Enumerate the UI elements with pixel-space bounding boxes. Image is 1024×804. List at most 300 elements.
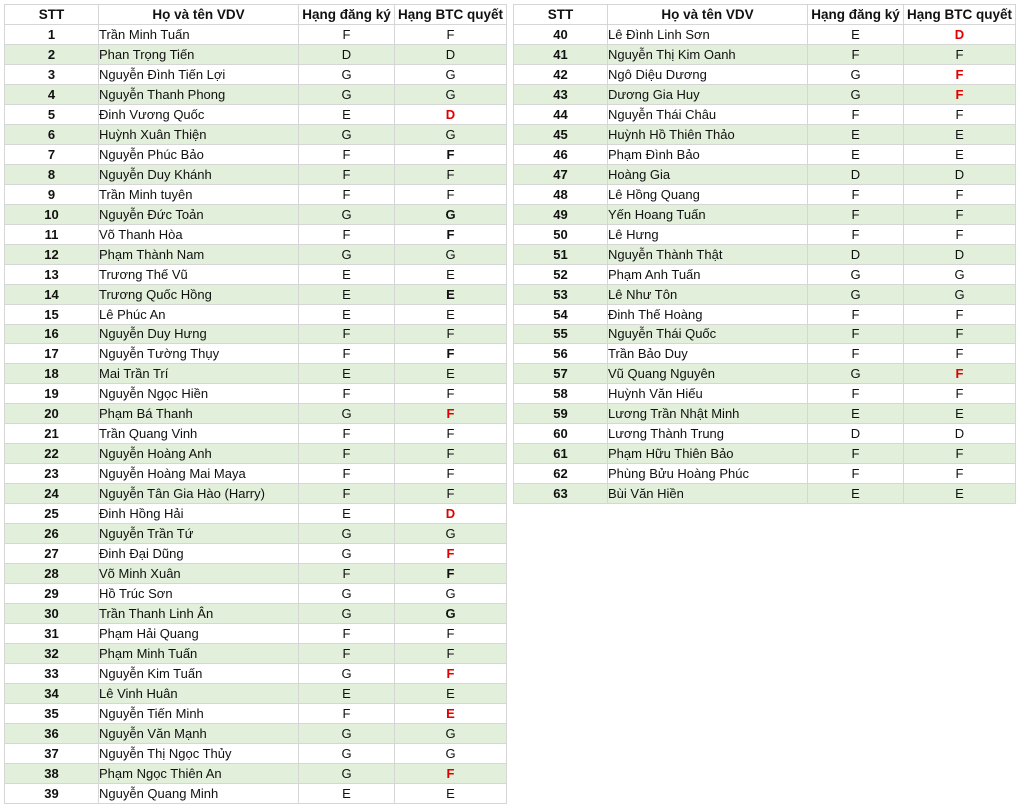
btc-rank-cell: E	[395, 264, 507, 284]
table-row	[5, 484, 507, 504]
registered-rank-cell: F	[299, 644, 395, 664]
registered-rank-cell: F	[299, 184, 395, 204]
registered-rank-cell: G	[299, 64, 395, 84]
athlete-name-cell: Trương Thế Vũ	[99, 264, 299, 284]
header-name: Họ và tên VDV	[99, 5, 299, 25]
athlete-name-cell: Nguyễn Thanh Phong	[99, 84, 299, 104]
athlete-name-cell: Nguyễn Hoàng Mai Maya	[99, 464, 299, 484]
btc-rank-cell: D	[904, 244, 1016, 264]
table-row	[5, 204, 507, 224]
btc-rank-cell: E	[904, 404, 1016, 424]
btc-rank-cell: F	[904, 344, 1016, 364]
registered-rank-cell: G	[299, 723, 395, 743]
table-row	[5, 524, 507, 544]
stt-cell: 63	[514, 484, 608, 504]
athlete-name-cell: Nguyễn Thái Châu	[608, 104, 808, 124]
table-row	[5, 284, 507, 304]
stt-cell: 21	[5, 424, 99, 444]
stt-cell: 59	[514, 404, 608, 424]
athlete-name-cell: Lê Như Tôn	[608, 284, 808, 304]
athlete-name-cell: Lương Thành Trung	[608, 424, 808, 444]
registered-rank-cell: G	[299, 404, 395, 424]
stt-cell: 40	[514, 24, 608, 44]
athlete-name-cell: Võ Thanh Hòa	[99, 224, 299, 244]
registered-rank-cell: G	[299, 604, 395, 624]
athlete-name-cell: Nguyễn Thành Thật	[608, 244, 808, 264]
registered-rank-cell: E	[808, 24, 904, 44]
table-body-left	[5, 24, 507, 803]
table-row	[5, 763, 507, 783]
table-row	[5, 44, 507, 64]
stt-cell: 16	[5, 324, 99, 344]
athlete-name-cell: Võ Minh Xuân	[99, 564, 299, 584]
btc-rank-cell: F	[904, 184, 1016, 204]
registered-rank-cell: F	[808, 324, 904, 344]
table-row	[5, 164, 507, 184]
stt-cell: 53	[514, 284, 608, 304]
btc-rank-cell: F	[904, 84, 1016, 104]
btc-rank-cell: E	[395, 304, 507, 324]
registered-rank-cell: G	[299, 244, 395, 264]
athlete-name-cell: Lê Phúc An	[99, 304, 299, 324]
stt-cell: 36	[5, 723, 99, 743]
athlete-name-cell: Nguyễn Ngọc Hiền	[99, 384, 299, 404]
stt-cell: 11	[5, 224, 99, 244]
athlete-name-cell: Trần Minh Tuấn	[99, 24, 299, 44]
table-row	[514, 44, 1016, 64]
athlete-name-cell: Yến Hoang Tuấn	[608, 204, 808, 224]
btc-rank-cell: F	[395, 224, 507, 244]
btc-rank-cell: G	[904, 264, 1016, 284]
athlete-name-cell: Huỳnh Hồ Thiên Thảo	[608, 124, 808, 144]
registered-rank-cell: F	[299, 424, 395, 444]
table-row	[5, 464, 507, 484]
registered-rank-cell: G	[299, 124, 395, 144]
athlete-name-cell: Nguyễn Tân Gia Hào (Harry)	[99, 484, 299, 504]
table-row	[514, 204, 1016, 224]
registered-rank-cell: F	[299, 484, 395, 504]
registered-rank-cell: G	[299, 743, 395, 763]
header-stt: STT	[514, 5, 608, 25]
btc-rank-cell: D	[395, 504, 507, 524]
stt-cell: 34	[5, 683, 99, 703]
btc-rank-cell: F	[904, 444, 1016, 464]
stt-cell: 13	[5, 264, 99, 284]
stt-cell: 56	[514, 344, 608, 364]
stt-cell: 30	[5, 604, 99, 624]
table-row	[514, 184, 1016, 204]
header-btc-rank: Hạng BTC quyết	[395, 5, 507, 25]
btc-rank-cell: F	[395, 424, 507, 444]
athlete-name-cell: Huỳnh Xuân Thiện	[99, 124, 299, 144]
athlete-name-cell: Phan Trọng Tiến	[99, 44, 299, 64]
stt-cell: 32	[5, 644, 99, 664]
header-row	[514, 5, 1016, 25]
stt-cell: 58	[514, 384, 608, 404]
athlete-name-cell: Đinh Hồng Hải	[99, 504, 299, 524]
btc-rank-cell: F	[395, 144, 507, 164]
stt-cell: 25	[5, 504, 99, 524]
registered-rank-cell: F	[299, 703, 395, 723]
athlete-name-cell: Hồ Trúc Sơn	[99, 584, 299, 604]
stt-cell: 12	[5, 244, 99, 264]
athlete-name-cell: Nguyễn Hoàng Anh	[99, 444, 299, 464]
table-row	[514, 144, 1016, 164]
stt-cell: 29	[5, 584, 99, 604]
table-row	[5, 424, 507, 444]
header-btc-rank: Hạng BTC quyết	[904, 5, 1016, 25]
table-row	[5, 264, 507, 284]
stt-cell: 38	[5, 763, 99, 783]
registered-rank-cell: F	[299, 324, 395, 344]
athlete-name-cell: Ngô Diệu Dương	[608, 64, 808, 84]
table-row	[5, 304, 507, 324]
athlete-name-cell: Nguyễn Trần Tứ	[99, 524, 299, 544]
registered-rank-cell: E	[299, 364, 395, 384]
registered-rank-cell: G	[299, 663, 395, 683]
athlete-name-cell: Phùng Bửu Hoàng Phúc	[608, 464, 808, 484]
registered-rank-cell: F	[808, 464, 904, 484]
athlete-name-cell: Vũ Quang Nguyên	[608, 364, 808, 384]
btc-rank-cell: F	[904, 324, 1016, 344]
btc-rank-cell: F	[904, 384, 1016, 404]
registered-rank-cell: G	[808, 364, 904, 384]
btc-rank-cell: D	[904, 164, 1016, 184]
btc-rank-cell: E	[904, 124, 1016, 144]
btc-rank-cell: G	[395, 604, 507, 624]
registered-rank-cell: F	[808, 304, 904, 324]
table-row	[514, 124, 1016, 144]
registered-rank-cell: G	[299, 84, 395, 104]
table-row	[5, 344, 507, 364]
btc-rank-cell: F	[904, 224, 1016, 244]
table-row	[5, 683, 507, 703]
table-row	[5, 124, 507, 144]
btc-rank-cell: G	[395, 124, 507, 144]
stt-cell: 33	[5, 663, 99, 683]
registered-rank-cell: F	[808, 444, 904, 464]
btc-rank-cell: E	[395, 683, 507, 703]
stt-cell: 44	[514, 104, 608, 124]
table-row	[5, 703, 507, 723]
stt-cell: 47	[514, 164, 608, 184]
registered-rank-cell: F	[299, 384, 395, 404]
stt-cell: 23	[5, 464, 99, 484]
table-row	[514, 304, 1016, 324]
registered-rank-cell: F	[808, 104, 904, 124]
registered-rank-cell: E	[299, 304, 395, 324]
stt-cell: 6	[5, 124, 99, 144]
table-row	[514, 224, 1016, 244]
registered-rank-cell: E	[299, 683, 395, 703]
header-registered-rank: Hạng đăng ký	[808, 5, 904, 25]
stt-cell: 27	[5, 544, 99, 564]
header-name: Họ và tên VDV	[608, 5, 808, 25]
btc-rank-cell: F	[395, 564, 507, 584]
btc-rank-cell: D	[904, 424, 1016, 444]
athlete-name-cell: Lê Đình Linh Sơn	[608, 24, 808, 44]
stt-cell: 18	[5, 364, 99, 384]
btc-rank-cell: G	[395, 584, 507, 604]
registered-rank-cell: D	[299, 44, 395, 64]
athlete-name-cell: Phạm Ngọc Thiên An	[99, 763, 299, 783]
stt-cell: 22	[5, 444, 99, 464]
btc-rank-cell: G	[395, 204, 507, 224]
athlete-name-cell: Nguyễn Văn Mạnh	[99, 723, 299, 743]
table-row	[5, 64, 507, 84]
btc-rank-cell: G	[395, 84, 507, 104]
registered-rank-cell: G	[808, 264, 904, 284]
btc-rank-cell: F	[904, 64, 1016, 84]
athlete-name-cell: Trần Quang Vinh	[99, 424, 299, 444]
table-row	[514, 104, 1016, 124]
btc-rank-cell: F	[904, 44, 1016, 64]
table-row	[5, 644, 507, 664]
stt-cell: 9	[5, 184, 99, 204]
athlete-table-right	[513, 4, 1016, 504]
table-row	[5, 663, 507, 683]
stt-cell: 4	[5, 84, 99, 104]
table-row	[514, 164, 1016, 184]
btc-rank-cell: E	[904, 144, 1016, 164]
athlete-name-cell: Hoàng Gia	[608, 164, 808, 184]
btc-rank-cell: F	[395, 344, 507, 364]
header-registered-rank: Hạng đăng ký	[299, 5, 395, 25]
registered-rank-cell: D	[808, 164, 904, 184]
athlete-name-cell: Huỳnh Văn Hiếu	[608, 384, 808, 404]
btc-rank-cell: G	[395, 743, 507, 763]
btc-rank-cell: E	[395, 284, 507, 304]
stt-cell: 20	[5, 404, 99, 424]
table-row	[514, 24, 1016, 44]
table-row	[5, 24, 507, 44]
registered-rank-cell: F	[299, 624, 395, 644]
table-row	[514, 364, 1016, 384]
btc-rank-cell: F	[395, 624, 507, 644]
stt-cell: 46	[514, 144, 608, 164]
registered-rank-cell: D	[808, 244, 904, 264]
table-row	[5, 184, 507, 204]
registered-rank-cell: G	[299, 584, 395, 604]
btc-rank-cell: F	[395, 444, 507, 464]
btc-rank-cell: F	[395, 164, 507, 184]
athlete-name-cell: Dương Gia Huy	[608, 84, 808, 104]
stt-cell: 49	[514, 204, 608, 224]
btc-rank-cell: F	[395, 464, 507, 484]
table-row	[514, 324, 1016, 344]
athlete-name-cell: Phạm Thành Nam	[99, 244, 299, 264]
athlete-name-cell: Nguyễn Phúc Bảo	[99, 144, 299, 164]
table-row	[514, 244, 1016, 264]
registered-rank-cell: E	[299, 783, 395, 803]
table-row	[514, 384, 1016, 404]
btc-rank-cell: F	[904, 304, 1016, 324]
table-row	[514, 444, 1016, 464]
stt-cell: 39	[5, 783, 99, 803]
stt-cell: 31	[5, 624, 99, 644]
stt-cell: 54	[514, 304, 608, 324]
stt-cell: 2	[5, 44, 99, 64]
registered-rank-cell: E	[299, 104, 395, 124]
registered-rank-cell: E	[299, 264, 395, 284]
table-row	[5, 444, 507, 464]
stt-cell: 17	[5, 344, 99, 364]
athlete-table-left	[4, 4, 507, 804]
registered-rank-cell: F	[299, 144, 395, 164]
btc-rank-cell: F	[904, 464, 1016, 484]
stt-cell: 51	[514, 244, 608, 264]
btc-rank-cell: D	[395, 44, 507, 64]
btc-rank-cell: G	[904, 284, 1016, 304]
table-row	[514, 404, 1016, 424]
registered-rank-cell: G	[299, 763, 395, 783]
stt-cell: 10	[5, 204, 99, 224]
athlete-name-cell: Nguyễn Thị Kim Oanh	[608, 44, 808, 64]
registered-rank-cell: F	[808, 224, 904, 244]
athlete-name-cell: Phạm Hải Quang	[99, 624, 299, 644]
table-body-right	[514, 24, 1016, 503]
stt-cell: 19	[5, 384, 99, 404]
btc-rank-cell: F	[904, 104, 1016, 124]
stt-cell: 55	[514, 324, 608, 344]
btc-rank-cell: F	[395, 184, 507, 204]
athlete-name-cell: Lê Vinh Huân	[99, 683, 299, 703]
registered-rank-cell: F	[299, 564, 395, 584]
registered-rank-cell: F	[808, 184, 904, 204]
athlete-name-cell: Nguyễn Duy Hưng	[99, 324, 299, 344]
btc-rank-cell: F	[395, 484, 507, 504]
table-row	[5, 544, 507, 564]
stt-cell: 7	[5, 144, 99, 164]
registered-rank-cell: E	[808, 124, 904, 144]
athlete-name-cell: Trương Quốc Hồng	[99, 284, 299, 304]
table-row	[514, 84, 1016, 104]
table-row	[5, 504, 507, 524]
registered-rank-cell: F	[299, 464, 395, 484]
table-row	[5, 364, 507, 384]
table-row	[5, 564, 507, 584]
btc-rank-cell: F	[395, 544, 507, 564]
table-row	[5, 144, 507, 164]
athlete-name-cell: Nguyễn Đức Toản	[99, 204, 299, 224]
table-row	[5, 324, 507, 344]
registered-rank-cell: F	[299, 224, 395, 244]
athlete-name-cell: Nguyễn Tường Thụy	[99, 344, 299, 364]
stt-cell: 3	[5, 64, 99, 84]
registered-rank-cell: G	[808, 284, 904, 304]
stt-cell: 50	[514, 224, 608, 244]
stt-cell: 41	[514, 44, 608, 64]
athlete-name-cell: Phạm Đình Bảo	[608, 144, 808, 164]
btc-rank-cell: G	[395, 524, 507, 544]
btc-rank-cell: F	[395, 24, 507, 44]
registered-rank-cell: G	[808, 64, 904, 84]
table-row	[5, 723, 507, 743]
registered-rank-cell: E	[299, 284, 395, 304]
table-row	[5, 783, 507, 803]
btc-rank-cell: F	[395, 763, 507, 783]
stt-cell: 57	[514, 364, 608, 384]
stt-cell: 48	[514, 184, 608, 204]
stt-cell: 8	[5, 164, 99, 184]
stt-cell: 1	[5, 24, 99, 44]
table-row	[5, 404, 507, 424]
stt-cell: 37	[5, 743, 99, 763]
registered-rank-cell: G	[299, 544, 395, 564]
registered-rank-cell: D	[808, 424, 904, 444]
athlete-name-cell: Trần Minh tuyên	[99, 184, 299, 204]
table-row	[5, 384, 507, 404]
registered-rank-cell: G	[808, 84, 904, 104]
athlete-name-cell: Phạm Minh Tuấn	[99, 644, 299, 664]
btc-rank-cell: F	[904, 204, 1016, 224]
registered-rank-cell: F	[299, 444, 395, 464]
stt-cell: 42	[514, 64, 608, 84]
table-row	[514, 64, 1016, 84]
header-row	[5, 5, 507, 25]
btc-rank-cell: E	[395, 783, 507, 803]
stt-cell: 28	[5, 564, 99, 584]
header-stt: STT	[5, 5, 99, 25]
athlete-name-cell: Lương Trần Nhật Minh	[608, 404, 808, 424]
athlete-name-cell: Trần Bảo Duy	[608, 344, 808, 364]
stt-cell: 45	[514, 124, 608, 144]
stt-cell: 24	[5, 484, 99, 504]
stt-cell: 62	[514, 464, 608, 484]
btc-rank-cell: E	[395, 703, 507, 723]
athlete-name-cell: Lê Hưng	[608, 224, 808, 244]
athlete-name-cell: Nguyễn Thị Ngọc Thủy	[99, 743, 299, 763]
btc-rank-cell: G	[395, 723, 507, 743]
btc-rank-cell: F	[904, 364, 1016, 384]
btc-rank-cell: F	[395, 384, 507, 404]
table-row	[514, 264, 1016, 284]
stt-cell: 61	[514, 444, 608, 464]
athlete-name-cell: Nguyễn Quang Minh	[99, 783, 299, 803]
table-row	[5, 604, 507, 624]
athlete-name-cell: Lê Hồng Quang	[608, 184, 808, 204]
registered-rank-cell: F	[808, 44, 904, 64]
registered-rank-cell: G	[299, 204, 395, 224]
athlete-name-cell: Trần Thanh Linh Ân	[99, 604, 299, 624]
stt-cell: 43	[514, 84, 608, 104]
athlete-name-cell: Đinh Vương Quốc	[99, 104, 299, 124]
btc-rank-cell: F	[395, 324, 507, 344]
athlete-name-cell: Nguyễn Tiến Minh	[99, 703, 299, 723]
table-row	[5, 743, 507, 763]
registered-rank-cell: F	[808, 384, 904, 404]
table-row	[514, 284, 1016, 304]
table-row	[514, 484, 1016, 504]
athlete-name-cell: Nguyễn Đình Tiến Lợi	[99, 64, 299, 84]
stt-cell: 60	[514, 424, 608, 444]
btc-rank-cell: F	[395, 663, 507, 683]
athlete-name-cell: Phạm Bá Thanh	[99, 404, 299, 424]
table-row	[5, 224, 507, 244]
btc-rank-cell: E	[395, 364, 507, 384]
btc-rank-cell: G	[395, 244, 507, 264]
athlete-name-cell: Đinh Đại Dũng	[99, 544, 299, 564]
btc-rank-cell: F	[395, 404, 507, 424]
stt-cell: 26	[5, 524, 99, 544]
btc-rank-cell: G	[395, 64, 507, 84]
athlete-name-cell: Nguyễn Kim Tuấn	[99, 663, 299, 683]
table-row	[5, 84, 507, 104]
registered-rank-cell: F	[299, 344, 395, 364]
registered-rank-cell: E	[808, 404, 904, 424]
stt-cell: 14	[5, 284, 99, 304]
table-row	[5, 244, 507, 264]
